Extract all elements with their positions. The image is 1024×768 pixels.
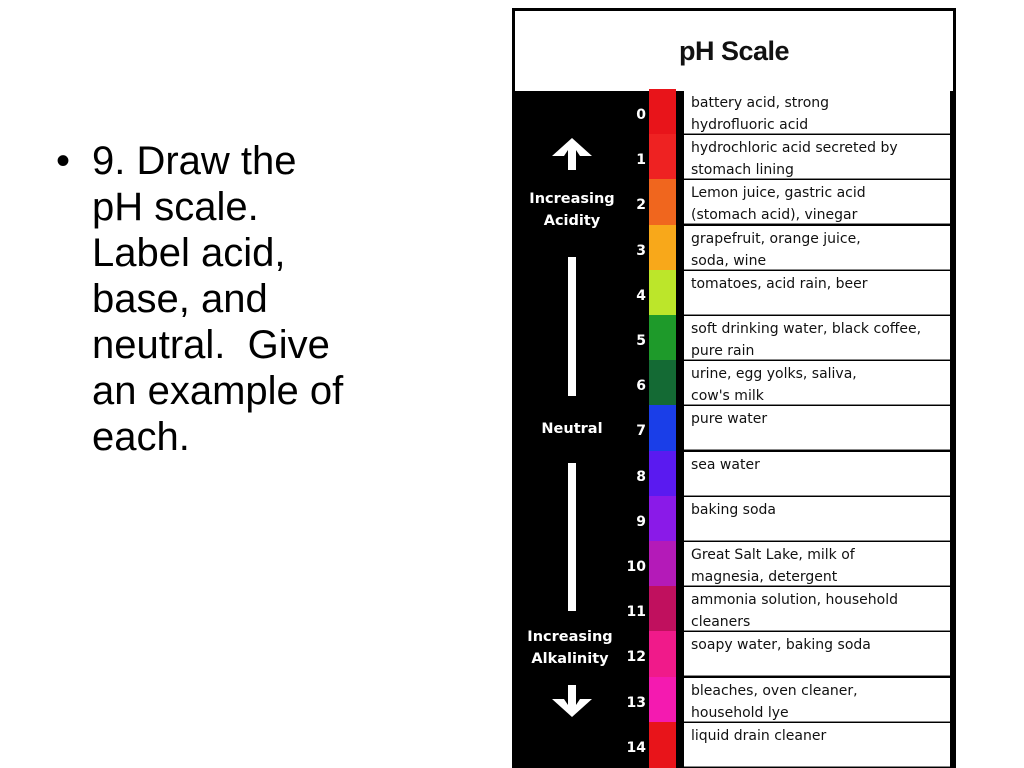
- ph-value: 4: [636, 287, 646, 304]
- ph-row: [512, 677, 956, 723]
- ph-value: 14: [626, 739, 646, 756]
- ph-value: 6: [636, 378, 646, 395]
- ph-color-swatch: [649, 631, 676, 677]
- increasing-alkalinity-label: Increasing Alkalinity: [527, 629, 613, 667]
- ph-example-text: battery acid, strong hydrofluoric acid: [684, 90, 950, 134]
- ph-row: [512, 315, 956, 361]
- ph-scale-chart: [512, 8, 956, 768]
- ph-value: 2: [636, 197, 646, 214]
- ph-example-text: baking soda: [684, 497, 950, 541]
- ph-row: [512, 451, 956, 497]
- ph-value: 5: [636, 333, 646, 349]
- ph-value: 11: [626, 604, 646, 621]
- ph-row: [512, 89, 956, 135]
- ph-row: [512, 179, 956, 225]
- ph-example-text: Lemon juice, gastric acid (stomach acid), vinegar: [684, 180, 950, 224]
- ph-value: 3: [636, 242, 646, 259]
- ph-row: [512, 631, 956, 677]
- ph-color-swatch: [649, 586, 676, 632]
- neutral-label: Neutral: [541, 421, 603, 437]
- ph-example-text: pure water: [684, 406, 950, 450]
- ph-color-swatch: [649, 541, 676, 587]
- ph-value: 7: [636, 423, 646, 440]
- ph-example-text: sea water: [684, 452, 950, 496]
- ph-color-swatch: [649, 405, 676, 451]
- ph-value: 1: [636, 152, 646, 169]
- ph-example-text: tomatoes, acid rain, beer: [684, 271, 950, 315]
- ph-row: [512, 225, 956, 271]
- ph-row: [512, 134, 956, 180]
- ph-color-swatch: [649, 89, 676, 135]
- slide-text-block: [56, 138, 416, 460]
- ph-row: [512, 360, 956, 406]
- ph-example-text: Great Salt Lake, milk of magnesia, detergent: [684, 542, 950, 586]
- ph-color-swatch: [649, 315, 676, 361]
- ph-value: 8: [636, 468, 646, 485]
- ph-color-swatch: [649, 360, 676, 406]
- ph-color-swatch: [649, 722, 676, 768]
- ph-example-text: bleaches, oven cleaner, household lye: [684, 678, 950, 722]
- ph-value: 12: [626, 649, 646, 666]
- ph-example-text: ammonia solution, household cleaners: [684, 587, 950, 631]
- ph-example-text: urine, egg yolks, saliva, cow's milk: [684, 361, 950, 405]
- ph-row: [512, 586, 956, 632]
- ph-example-text: liquid drain cleaner: [684, 723, 950, 767]
- chart-title: pH Scale: [678, 35, 790, 66]
- ph-color-swatch: [649, 270, 676, 316]
- ph-value: 9: [636, 513, 646, 530]
- ph-example-text: soapy water, baking soda: [684, 632, 950, 676]
- ph-color-swatch: [649, 134, 676, 180]
- ph-value: 0: [636, 107, 646, 123]
- ph-color-swatch: [649, 225, 676, 271]
- ph-color-swatch: [649, 496, 676, 542]
- slide-instruction-text: 9. Draw the pH scale. Label acid, base, and neutral. Give an example of each.: [92, 139, 344, 459]
- ph-row: [512, 722, 956, 768]
- ph-row: [512, 541, 956, 587]
- ph-value: 13: [626, 694, 646, 711]
- chart-title-box: [515, 11, 953, 91]
- increasing-acidity-label: Increasing Acidity: [529, 191, 615, 229]
- ph-color-swatch: [649, 179, 676, 225]
- ph-row: [512, 405, 956, 451]
- ph-color-swatch: [649, 451, 676, 497]
- ph-example-text: soft drinking water, black coffee, pure rain: [684, 316, 950, 360]
- ph-value: 10: [626, 559, 646, 575]
- ph-row: [512, 270, 956, 316]
- ph-row: [512, 496, 956, 542]
- ph-example-text: grapefruit, orange juice, soda, wine: [684, 226, 950, 270]
- ph-example-text: hydrochloric acid secreted by stomach lining: [684, 135, 950, 179]
- ph-color-swatch: [649, 677, 676, 723]
- bullet-icon: •: [56, 139, 71, 183]
